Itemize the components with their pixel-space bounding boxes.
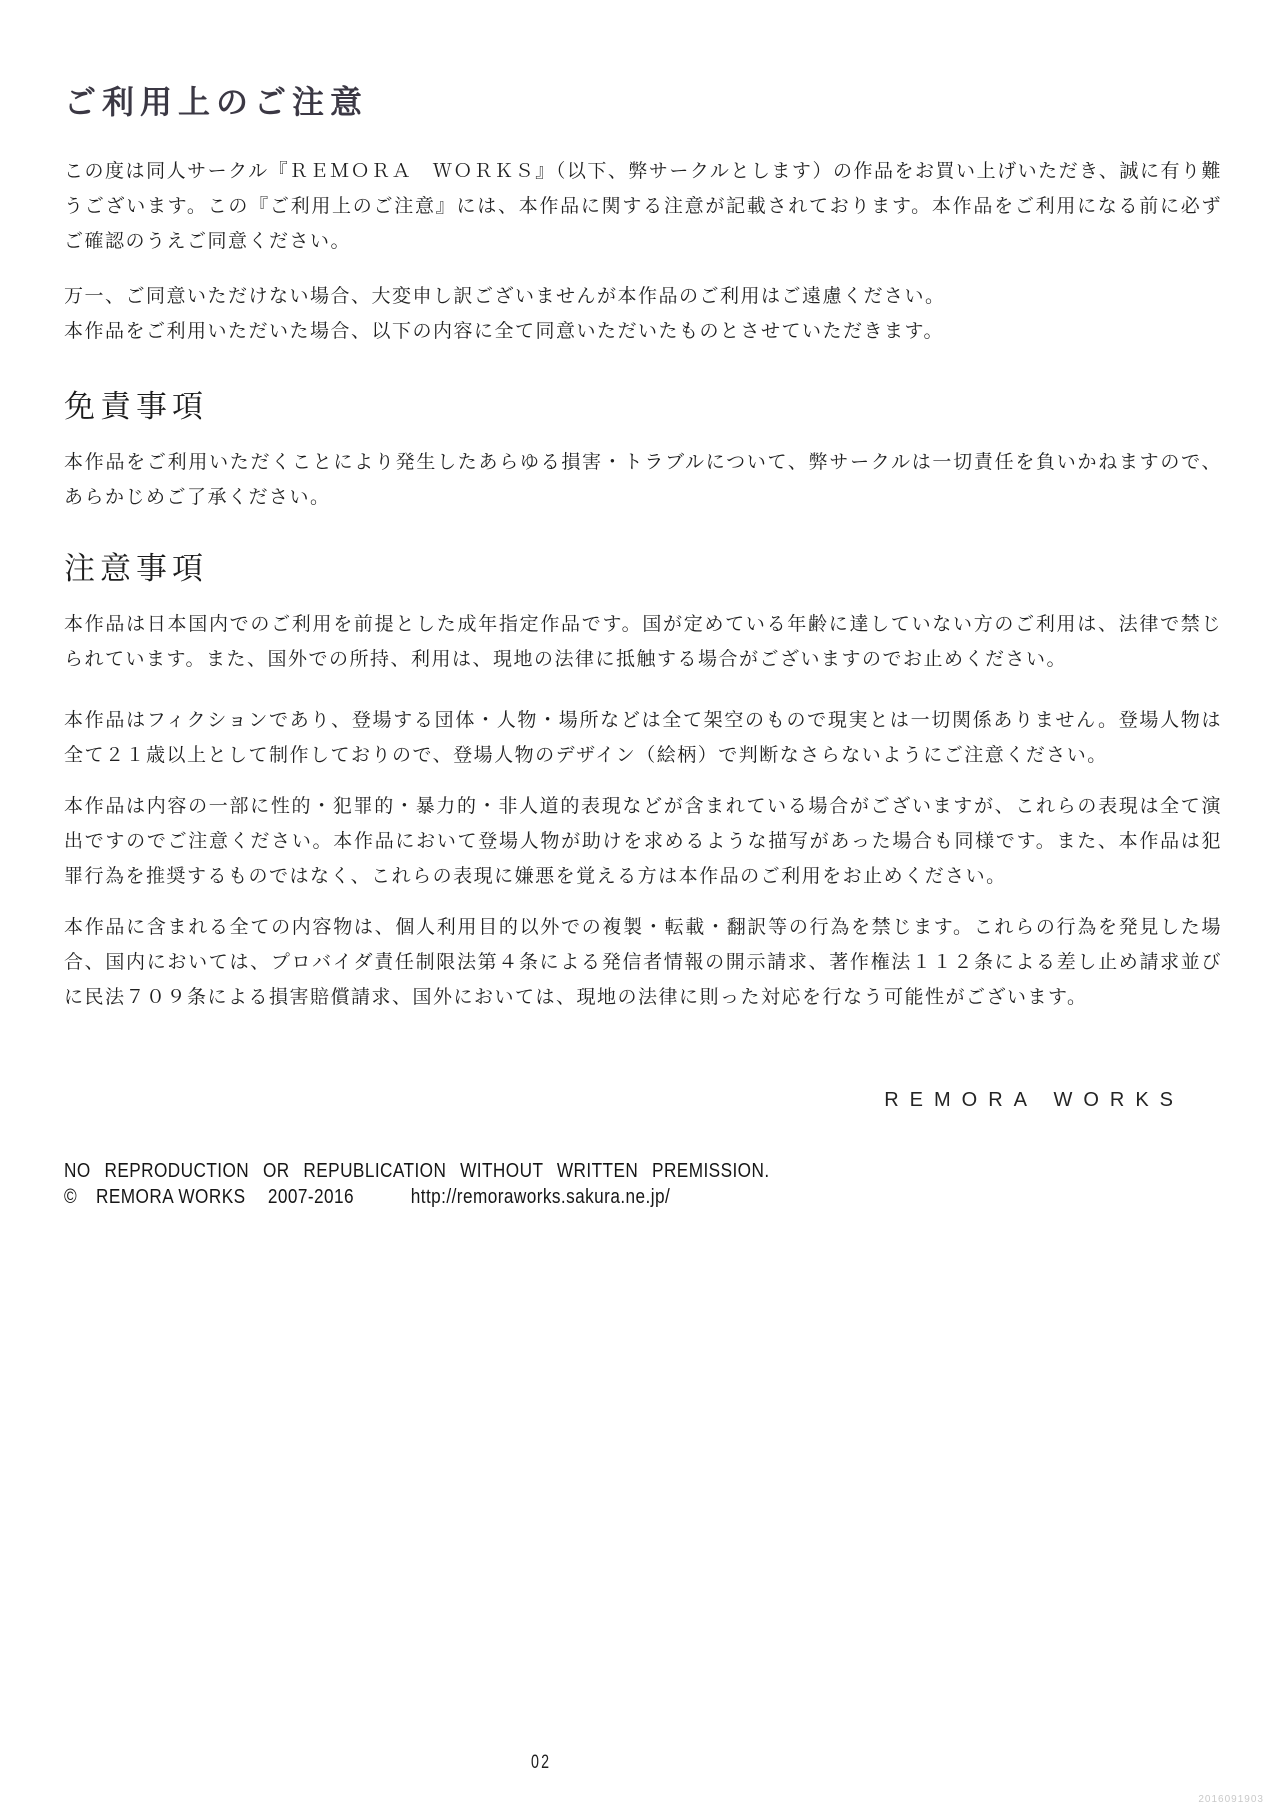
no-reproduction-notice: NO REPRODUCTION OR REPUBLICATION WITHOUT WRITTEN PREMISSION. <box>64 1160 770 1182</box>
footer-copyright-line <box>64 1184 1222 1210</box>
notes-heading: 注意事項 <box>64 551 208 586</box>
agreement-line-2: 本作品をご利用いただいた場合、以下の内容に全て同意いただいたものとさせていただきます。 <box>64 321 944 342</box>
page-number: 02 <box>531 1752 552 1773</box>
notes-paragraph-4: 本作品に含まれる全ての内容物は、個人利用目的以外での複製・転載・翻訳等の行為を禁じます。これらの行為を発見した場合、国内においては、プロバイダ責任制限法第４条による発信者情報の開示請求、著作権法１１２条による差し止め請求並びに民法７０９条による損害賠償請求、国外においては、現地の法律に則った対応を行なう可能性がございます。 <box>64 917 1222 1008</box>
notes-paragraph-1: 本作品は日本国内でのご利用を前提とした成年指定作品です。国が定めている年齢に達していない方のご利用は、法律で禁じられています。また、国外での所持、利用は、現地の法律に抵触する場合がございますのでお止めください。 <box>64 614 1222 670</box>
copyright-line-content <box>64 1184 670 1210</box>
agreement-line-1: 万一、ご同意いただけない場合、大変申し訳ございませんが本作品のご利用はご遠慮ください。 <box>64 286 946 307</box>
document-content <box>64 0 1222 1210</box>
circle-signature: REMORA WORKS <box>884 1089 1184 1111</box>
footer <box>64 1158 1222 1210</box>
notes-paragraph-3: 本作品は内容の一部に性的・犯罪的・暴力的・非人道的表現などが含まれている場合がございますが、これらの表現は全て演出ですのでご注意ください。本作品において登場人物が助けを求めるような描写があった場合も同様です。また、本作品は犯罪行為を推奨するものではなく、これらの表現に嫌悪を覚える方は本作品のご利用をお止めください。 <box>64 796 1222 887</box>
notes-paragraph-2: 本作品はフィクションであり、登場する団体・人物・場所などは全て架空のもので現実とは一切関係ありません。登場人物は全て２１歳以上として制作しておりので、登場人物のデザイン（絵柄）で判断なさらないようにご注意ください。 <box>64 710 1222 766</box>
intro-paragraph: この度は同人サークル『ＲＥＭＯＲＡ ＷＯＲＫＳ』（以下、弊サークルとします）の作品をお買い上げいただき、誠に有り難うございます。この『ご利用上のご注意』には、本作品に関する注意が記載されております。本作品をご利用になる前に必ずご確認のうえご同意ください。 <box>64 161 1222 252</box>
page-title: ご利用上のご注意 <box>64 84 369 120</box>
footer-notice-line <box>64 1158 1222 1184</box>
copyright-circle-name: REMORA WORKS <box>96 1186 246 1208</box>
disclaimer-body: 本作品をご利用いただくことにより発生したあらゆる損害・トラブルについて、弊サークルは一切責任を負いかねますので、あらかじめご了承ください。 <box>64 452 1222 508</box>
disclaimer-heading: 免責事項 <box>64 389 208 424</box>
circle-url: http://remoraworks.sakura.ne.jp/ <box>410 1186 671 1208</box>
watermark-code: 2016091903 <box>1198 1794 1264 1805</box>
copyright-years: 2007-2016 <box>267 1186 354 1208</box>
copyright-symbol: © <box>64 1186 78 1208</box>
agreement-paragraph <box>64 279 1222 349</box>
